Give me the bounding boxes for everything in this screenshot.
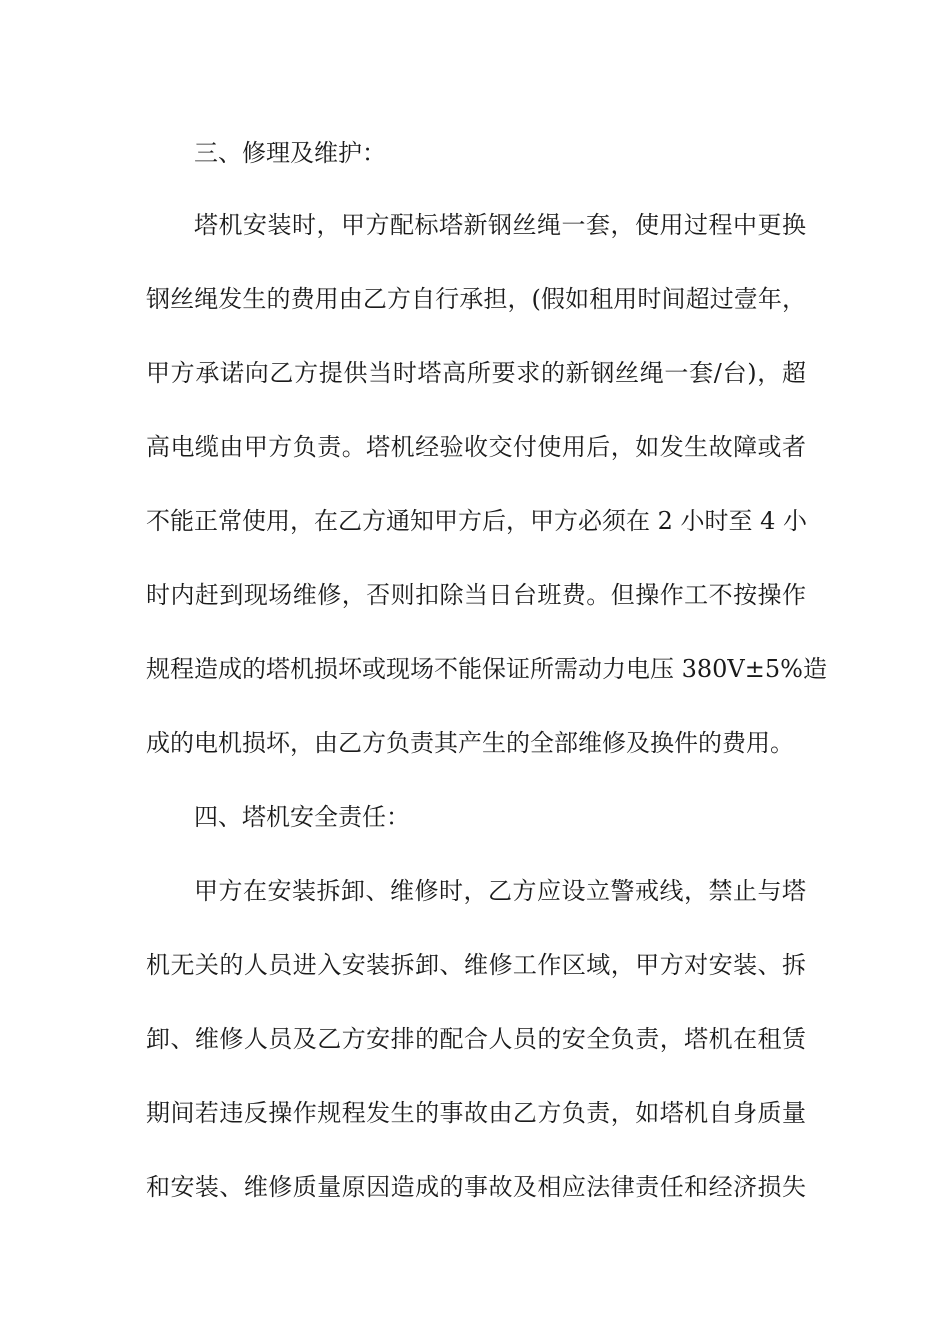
section-3-line-6: 时内赶到现场维修，否则扣除当日台班费。但操作工不按操作 bbox=[146, 581, 806, 609]
section-4-line-1: 甲方在安装拆卸、维修时，乙方应设立警戒线，禁止与塔 bbox=[194, 877, 806, 905]
section-3-line-4: 高电缆由甲方负责。塔机经验收交付使用后，如发生故障或者 bbox=[146, 433, 806, 461]
section-4-line-3: 卸、维修人员及乙方安排的配合人员的安全负责，塔机在租赁 bbox=[146, 1025, 806, 1053]
section-3-line-1: 塔机安装时，甲方配标塔新钢丝绳一套，使用过程中更换 bbox=[194, 211, 806, 239]
section-4-line-4: 期间若违反操作规程发生的事故由乙方负责，如塔机自身质量 bbox=[146, 1099, 806, 1127]
section-3-line-5: 不能正常使用，在乙方通知甲方后，甲方必须在 2 小时至 4 小 bbox=[146, 507, 808, 535]
section-4-heading: 四、塔机安全责任： bbox=[194, 803, 410, 831]
section-3-line-7: 规程造成的塔机损坏或现场不能保证所需动力电压 380V±5%造 bbox=[146, 655, 827, 683]
section-4-line-2: 机无关的人员进入安装拆卸、维修工作区域，甲方对安装、拆 bbox=[146, 951, 806, 979]
section-3-line-3: 甲方承诺向乙方提供当时塔高所要求的新钢丝绳一套/台)，超 bbox=[146, 359, 806, 387]
section-4-line-5: 和安装、维修质量原因造成的事故及相应法律责任和经济损失 bbox=[146, 1173, 806, 1201]
section-3-line-2: 钢丝绳发生的费用由乙方自行承担，(假如租用时间超过壹年， bbox=[146, 285, 806, 313]
section-3-heading: 三、修理及维护： bbox=[194, 139, 386, 167]
section-3-line-8: 成的电机损坏，由乙方负责其产生的全部维修及换件的费用。 bbox=[146, 729, 794, 757]
